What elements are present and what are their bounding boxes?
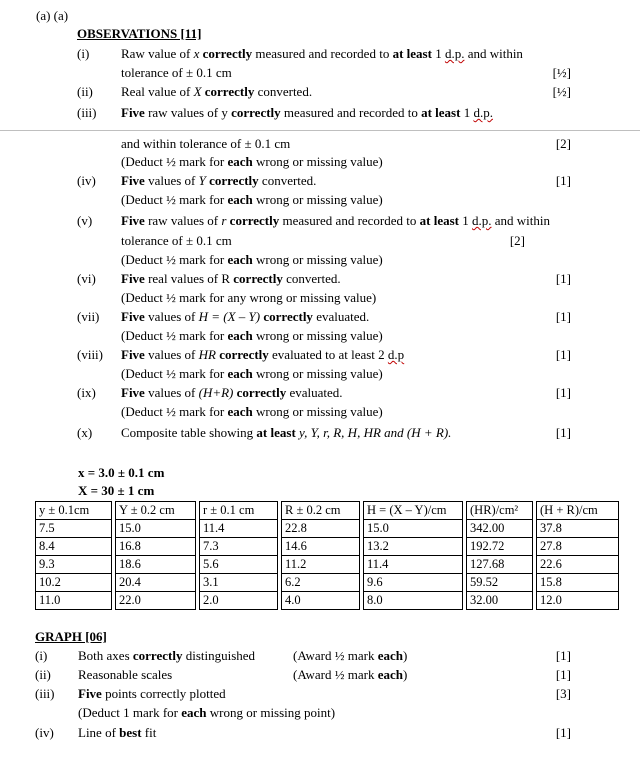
award-emphasis: each bbox=[377, 667, 404, 682]
table-cell: 342.00 bbox=[467, 520, 533, 538]
results-table bbox=[35, 501, 619, 610]
text-run: d.p. bbox=[473, 105, 493, 120]
table-cell: 9.3 bbox=[36, 556, 112, 574]
text-run: Five bbox=[121, 309, 145, 324]
text-run: each bbox=[227, 154, 253, 169]
graph-item-number: (iv) bbox=[35, 725, 54, 740]
text-run: Line of bbox=[78, 725, 120, 740]
item-text bbox=[121, 385, 343, 401]
item-text bbox=[121, 136, 290, 152]
text-run: values of bbox=[144, 173, 199, 188]
item-number: (v) bbox=[77, 213, 93, 228]
text-run: at least bbox=[256, 425, 296, 440]
text-run: Five bbox=[121, 271, 145, 286]
graph-item-text bbox=[78, 648, 255, 664]
table-cell: 11.0 bbox=[36, 592, 112, 610]
item-number: (x) bbox=[77, 425, 93, 440]
graph-item-mark: [1] bbox=[555, 725, 571, 740]
table-header-row bbox=[36, 502, 619, 520]
table-cell: 20.4 bbox=[116, 574, 196, 592]
text-run: d.p. bbox=[444, 46, 465, 61]
text-run: (Deduct 1 mark for bbox=[78, 705, 182, 720]
text-run: points correctly plotted bbox=[101, 686, 226, 701]
text-run: Five bbox=[121, 385, 145, 400]
text-run: each bbox=[227, 252, 253, 267]
item-number: (ii) bbox=[77, 84, 93, 99]
table-cell: 11.4 bbox=[200, 520, 278, 538]
table-cell: 13.2 bbox=[364, 538, 463, 556]
graph-item-text bbox=[78, 725, 156, 741]
table-cell: 4.0 bbox=[282, 592, 360, 610]
text-run: Five bbox=[121, 347, 145, 362]
table-cell: 22.6 bbox=[537, 556, 619, 574]
text-run: wrong or missing point) bbox=[206, 705, 336, 720]
text-run: each bbox=[227, 366, 253, 381]
text-run: measured and recorded to bbox=[279, 213, 420, 228]
text-run: evaluated. bbox=[312, 309, 370, 324]
column-header: (H + R)/cm bbox=[537, 502, 619, 520]
table-cell: 22.0 bbox=[116, 592, 196, 610]
text-run: 1 bbox=[460, 105, 474, 120]
text-run: tolerance of ± 0.1 cm bbox=[121, 65, 232, 80]
text-run: Y bbox=[198, 173, 206, 188]
text-run: distinguished bbox=[182, 648, 256, 663]
item-number: (vi) bbox=[77, 271, 96, 286]
text-run: evaluated to at least 2 bbox=[268, 347, 388, 362]
table-cell: 127.68 bbox=[467, 556, 533, 574]
table-row bbox=[36, 520, 619, 538]
award-emphasis: each bbox=[377, 648, 404, 663]
text-run: Real value of bbox=[121, 84, 194, 99]
graph-item-number: (iii) bbox=[35, 686, 55, 701]
item-mark: [1] bbox=[555, 385, 571, 400]
text-run: 1 bbox=[431, 46, 445, 61]
table-row bbox=[36, 592, 619, 610]
item-text bbox=[121, 252, 383, 268]
column-header: y ± 0.1cm bbox=[36, 502, 112, 520]
text-run: and within bbox=[464, 46, 523, 61]
table-cell: 22.8 bbox=[282, 520, 360, 538]
graph-item-number: (ii) bbox=[35, 667, 51, 682]
text-run: wrong or missing value) bbox=[252, 328, 383, 343]
text-run: (Deduct ½ mark for bbox=[121, 252, 228, 267]
text-run: Both axes bbox=[78, 648, 133, 663]
item-mark: [1] bbox=[555, 271, 571, 286]
graph-item-award: (Award ½ mark each) bbox=[293, 667, 408, 682]
table-cell: 37.8 bbox=[537, 520, 619, 538]
text-run: converted. bbox=[254, 84, 313, 99]
table-cell: 7.5 bbox=[36, 520, 112, 538]
given-X-value: X = 30 ± 1 cm bbox=[78, 483, 155, 498]
text-run: d.p. bbox=[472, 213, 492, 228]
page-break-divider bbox=[0, 130, 640, 131]
text-run: values of bbox=[144, 309, 199, 324]
text-run: Composite table showing bbox=[121, 425, 257, 440]
text-run: values of bbox=[144, 347, 199, 362]
column-header: (HR)/cm² bbox=[467, 502, 533, 520]
item-mark: [½] bbox=[552, 84, 571, 99]
text-run: converted. bbox=[282, 271, 341, 286]
text-run: evaluated. bbox=[286, 385, 343, 400]
text-run: tolerance of ± 0.1 cm bbox=[121, 233, 232, 248]
item-number: (viii) bbox=[77, 347, 103, 362]
text-run: correctly bbox=[215, 347, 269, 362]
graph-item-text bbox=[78, 705, 335, 721]
text-run: x bbox=[193, 46, 200, 61]
text-run: and within tolerance of ± 0.1 cm bbox=[121, 136, 291, 151]
table-cell: 8.0 bbox=[364, 592, 463, 610]
text-run: y, Y, r, R, H, HR and (H + R). bbox=[295, 425, 452, 440]
table-cell: 5.6 bbox=[200, 556, 278, 574]
text-run: correctly bbox=[233, 385, 287, 400]
text-run: (Deduct ½ mark for bbox=[121, 328, 228, 343]
table-cell: 15.8 bbox=[537, 574, 619, 592]
item-text bbox=[121, 404, 383, 420]
item-text bbox=[121, 65, 232, 81]
text-run: real values of R bbox=[144, 271, 234, 286]
text-run: correctly bbox=[132, 648, 183, 663]
graph-item-award: (Award ½ mark each) bbox=[293, 648, 408, 663]
item-text bbox=[121, 290, 376, 306]
text-run: raw values of y bbox=[144, 105, 232, 120]
text-run: r bbox=[221, 213, 227, 228]
table-cell: 15.0 bbox=[116, 520, 196, 538]
table-cell: 16.8 bbox=[116, 538, 196, 556]
table-cell: 2.0 bbox=[200, 592, 278, 610]
item-text bbox=[121, 309, 369, 325]
text-run: fit bbox=[141, 725, 157, 740]
table-cell: 6.2 bbox=[282, 574, 360, 592]
text-run: correctly bbox=[201, 84, 255, 99]
item-text bbox=[121, 173, 316, 189]
item-text bbox=[121, 347, 404, 363]
table-row bbox=[36, 556, 619, 574]
item-number: (i) bbox=[77, 46, 90, 61]
item-text bbox=[121, 233, 232, 249]
text-run: at least bbox=[392, 46, 432, 61]
table-cell: 12.0 bbox=[537, 592, 619, 610]
text-run: X bbox=[193, 84, 202, 99]
item-text bbox=[121, 366, 383, 382]
observations-heading: OBSERVATIONS [11] bbox=[77, 26, 202, 41]
graph-item-mark: [1] bbox=[555, 667, 571, 682]
text-run: correctly bbox=[260, 309, 313, 324]
item-text bbox=[121, 154, 383, 170]
text-run: at least bbox=[421, 105, 461, 120]
table-cell: 192.72 bbox=[467, 538, 533, 556]
text-run: converted. bbox=[258, 173, 317, 188]
item-text bbox=[121, 105, 493, 121]
text-run: at least bbox=[419, 213, 460, 228]
text-run: each bbox=[181, 705, 207, 720]
section-label: (a) (a) bbox=[36, 8, 69, 23]
item-mark: [1] bbox=[555, 425, 571, 440]
table-cell: 59.52 bbox=[467, 574, 533, 592]
text-run: wrong or missing value) bbox=[252, 252, 383, 267]
text-run: Five bbox=[121, 213, 145, 228]
text-run: Five bbox=[78, 686, 102, 701]
text-run: d.p bbox=[387, 347, 405, 362]
graph-item-number: (i) bbox=[35, 648, 48, 663]
text-run: (Deduct ½ mark for bbox=[121, 366, 228, 381]
table-cell: 32.00 bbox=[467, 592, 533, 610]
table-cell: 15.0 bbox=[364, 520, 463, 538]
item-mark: [2] bbox=[555, 136, 571, 151]
item-number: (iv) bbox=[77, 173, 96, 188]
text-run: HR bbox=[198, 347, 216, 362]
item-number: (vii) bbox=[77, 309, 100, 324]
item-mark: [1] bbox=[555, 347, 571, 362]
column-header: H = (X – Y)/cm bbox=[364, 502, 463, 520]
table-cell: 11.4 bbox=[364, 556, 463, 574]
text-run: wrong or missing value) bbox=[252, 154, 383, 169]
text-run: 1 bbox=[459, 213, 473, 228]
text-run: Reasonable scales bbox=[78, 667, 173, 682]
table-row bbox=[36, 538, 619, 556]
item-text bbox=[121, 328, 383, 344]
item-number: (ix) bbox=[77, 385, 96, 400]
text-run: Raw value of bbox=[121, 46, 194, 61]
text-run: wrong or missing value) bbox=[252, 192, 383, 207]
item-text bbox=[121, 213, 550, 229]
graph-item-text bbox=[78, 667, 172, 683]
item-text bbox=[121, 425, 451, 441]
table-row bbox=[36, 574, 619, 592]
text-run: Five bbox=[121, 105, 145, 120]
item-number: (iii) bbox=[77, 105, 97, 120]
text-run: correctly bbox=[233, 271, 283, 286]
text-run: each bbox=[227, 192, 253, 207]
table-cell: 18.6 bbox=[116, 556, 196, 574]
column-header: Y ± 0.2 cm bbox=[116, 502, 196, 520]
text-run: wrong or missing value) bbox=[252, 404, 383, 419]
text-run: best bbox=[119, 725, 142, 740]
text-run: wrong or missing value) bbox=[252, 366, 383, 381]
column-header: R ± 0.2 cm bbox=[282, 502, 360, 520]
item-mark: [1] bbox=[555, 309, 571, 324]
graph-item-mark: [3] bbox=[555, 686, 571, 701]
text-run: correctly bbox=[199, 46, 253, 61]
item-mark: [2] bbox=[509, 233, 525, 248]
text-run: values of bbox=[144, 385, 199, 400]
text-run: (H+R) bbox=[198, 385, 234, 400]
table-cell: 11.2 bbox=[282, 556, 360, 574]
text-run: (Deduct ½ mark for bbox=[121, 192, 228, 207]
table-cell: 9.6 bbox=[364, 574, 463, 592]
text-run: (Deduct ½ mark for bbox=[121, 154, 228, 169]
text-run: (Deduct ½ mark for bbox=[121, 404, 228, 419]
graph-item-mark: [1] bbox=[555, 648, 571, 663]
item-mark: [1] bbox=[555, 173, 571, 188]
graph-heading: GRAPH [06] bbox=[35, 629, 107, 644]
text-run: raw values of bbox=[144, 213, 222, 228]
text-run: measured and recorded to bbox=[280, 105, 422, 120]
text-run: measured and recorded to bbox=[252, 46, 393, 61]
text-run: each bbox=[227, 328, 253, 343]
column-header: r ± 0.1 cm bbox=[200, 502, 278, 520]
text-run: (Deduct ½ mark for any wrong or missing value) bbox=[121, 290, 377, 305]
item-text bbox=[121, 271, 341, 287]
item-text bbox=[121, 46, 523, 62]
text-run: H = (X – Y) bbox=[198, 309, 261, 324]
table-cell: 14.6 bbox=[282, 538, 360, 556]
item-mark: [½] bbox=[552, 65, 571, 80]
item-text bbox=[121, 84, 312, 100]
item-text bbox=[121, 192, 383, 208]
given-x-value: x = 3.0 ± 0.1 cm bbox=[78, 465, 165, 480]
table-body bbox=[36, 520, 619, 610]
table-cell: 3.1 bbox=[200, 574, 278, 592]
text-run: and within bbox=[491, 213, 551, 228]
text-run: Five bbox=[121, 173, 145, 188]
text-run: correctly bbox=[231, 105, 281, 120]
table-cell: 7.3 bbox=[200, 538, 278, 556]
text-run: each bbox=[227, 404, 253, 419]
graph-item-text bbox=[78, 686, 226, 702]
text-run: correctly bbox=[205, 173, 259, 188]
text-run: correctly bbox=[226, 213, 280, 228]
table-cell: 10.2 bbox=[36, 574, 112, 592]
table-cell: 27.8 bbox=[537, 538, 619, 556]
table-cell: 8.4 bbox=[36, 538, 112, 556]
